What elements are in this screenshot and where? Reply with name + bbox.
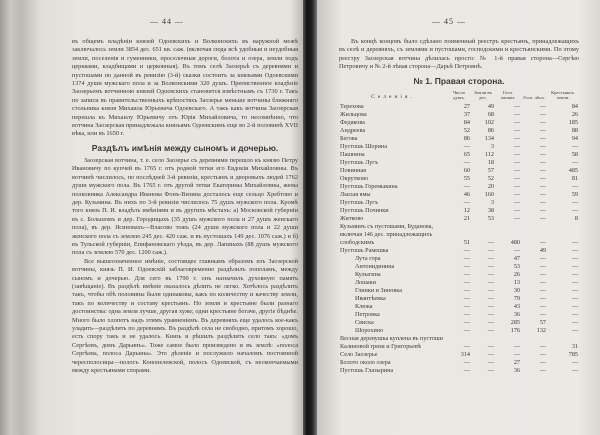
table-title: № 1. Правая сторона. (413, 75, 505, 86)
table-cell: — (571, 271, 578, 279)
book-spine (303, 0, 317, 435)
column-header: Число душъ. (452, 89, 466, 100)
table-row (339, 287, 579, 295)
table-cell: — (539, 119, 546, 127)
settlement-name: Андреева (340, 127, 366, 135)
table-cell: — (539, 311, 546, 319)
column-header: Госп. лѣса. (523, 94, 545, 100)
settlement-name: Свиска (355, 319, 374, 327)
table-cell: 88 (571, 127, 578, 135)
table-cell: — (539, 191, 546, 199)
table-cell: — (487, 255, 494, 263)
table-row (339, 167, 579, 175)
table-cell: 176 (510, 327, 520, 335)
table-cell: 49 (539, 247, 546, 255)
settlement-name: Лошаки (355, 279, 376, 287)
table-cell: — (463, 271, 470, 279)
table-cell: — (571, 199, 578, 207)
table-cell: 13 (513, 279, 520, 287)
settlement-name: Бегова (340, 135, 358, 143)
table-cell: — (487, 287, 494, 295)
table-cell: 86 (463, 135, 470, 143)
settlement-name: Пустошь Лугъ (340, 199, 379, 207)
table-row (339, 279, 579, 287)
table-cell: — (539, 159, 546, 167)
table-row (339, 319, 579, 327)
table-cell: — (571, 327, 578, 335)
table-cell: — (571, 319, 578, 327)
table-row (339, 199, 579, 207)
column-header: Селенія. (371, 93, 415, 100)
table-cell: 53 (513, 263, 520, 271)
table-cell: 68 (487, 111, 494, 119)
table-cell: — (487, 303, 494, 311)
table-cell: — (539, 183, 546, 191)
column-header: Земли въ дес. (474, 89, 492, 100)
table-cell: — (571, 263, 578, 271)
table-cell: — (513, 167, 520, 175)
table-row (339, 351, 579, 359)
table-cell: — (463, 343, 470, 351)
table-cell: — (513, 183, 520, 191)
table-cell: 12 (463, 207, 470, 215)
table-cell: — (539, 303, 546, 311)
settlement-name: Антонидинина (355, 263, 395, 271)
table-cell: — (513, 159, 520, 167)
table-cell: 53 (487, 215, 494, 223)
settlement-name: Глинки и Зиновка (355, 287, 402, 295)
table-row (339, 207, 579, 215)
table-cell: — (487, 359, 494, 367)
table-row (339, 263, 579, 271)
settlement-name: Пустошь Глазырина (340, 367, 394, 375)
table-cell: — (539, 351, 546, 359)
table-row (339, 191, 579, 199)
table-cell: — (463, 311, 470, 319)
table-cell: — (463, 199, 470, 207)
table-cell: 86 (487, 127, 494, 135)
table-cell: — (487, 271, 494, 279)
table-cell: 58 (571, 151, 578, 159)
table-row (339, 311, 579, 319)
table-cell: 20 (487, 183, 494, 191)
table-cell: 79 (513, 295, 520, 303)
table-cell: 49 (487, 103, 494, 111)
table-row (339, 175, 579, 183)
settlement-name: Кулыгина (355, 271, 381, 279)
right-page (317, 0, 600, 435)
table-cell: — (539, 287, 546, 295)
table-cell: 94 (571, 135, 578, 143)
table-cell: — (539, 343, 546, 351)
table-cell: 112 (484, 151, 494, 159)
paragraph-1: въ общемъ владѣніи князей Одоевскихъ и Волконскихъ въ наружной межѣ заключалось земли 3854 дес. 651 кв. саж. (включая сюда всѣ удобныя и неудобныя земли, поселенія и гуменники, проселочныя дороги, болота и озера, земли подъ церквами, кладбищами и церковныя). Въ томъ селѣ Заозерьѣ съ деревнями и пустошами по данной въ ревизію (3-й) сказки состоитъ за князьями Одоевскими 1374 души мужскаго пола и за Волконскими 320 душъ. Преемственное владѣніе Заозерьемъ вотчинною князей Одоевскихъ становится извѣстнымъ съ 1730 г. Такъ по записи въ правительственныхъ крѣпостяхъ Заозерье меньше вотчины ближняго стольника князя Михаила Юрьевича Одоевскаго. А такъ какъ вотчина Заозерская перешла къ Михаилу Юрьевичу отъ Юрія Михайловича, то несомнѣнно, что вотчина Заозерская принадлежала князьямъ Одоевскимъ еще во 2-й половинѣ XVII вѣка, или въ 1650 г. (72, 38, 298, 138)
table-cell: — (463, 359, 470, 367)
table-cell: 59 (571, 191, 578, 199)
table-cell: 60 (463, 167, 470, 175)
section-heading: Раздѣлъ имѣнія между сыномъ и дочерью. (91, 142, 279, 153)
table-cell: — (487, 239, 494, 247)
table-row (339, 119, 579, 127)
settlement-name: Клюка (355, 303, 373, 311)
table-cell: — (463, 255, 470, 263)
table-cell: — (513, 111, 520, 119)
intro: Въ концѣ концовъ было сдѣлано поименный реестръ крестьянъ, принадлежащихъ въ селѣ и деревняхъ, съ землями и пустошами, господскими и крестьянскими. По этому реестру Заозерская вотчина дѣлилась просто: № 1-й правая сторона—Сергѣю Петровичу и № 2-й лѣвая сторона—Дарьѣ Петровнѣ. (339, 38, 579, 71)
table-cell: — (487, 263, 494, 271)
table-cell: 30 (513, 287, 520, 295)
table-cell: 37 (463, 111, 470, 119)
table-cell: — (539, 127, 546, 135)
column-header: Госп. пашни. (500, 89, 516, 100)
table-cell: 46 (463, 191, 470, 199)
table-cell: 18 (487, 159, 494, 167)
settlement-name: Пустошь Лугъ (340, 159, 379, 167)
table-cell: — (539, 175, 546, 183)
settlement-name: Пустошь Починки (340, 207, 389, 215)
column-header: Крестьянск. земли. (551, 89, 575, 100)
table-cell: 26 (513, 271, 520, 279)
table-row (339, 183, 579, 191)
table-cell: 47 (513, 255, 520, 263)
table-row (339, 271, 579, 279)
table-cell: 84 (463, 119, 470, 127)
settlement-name: Пустошь Горемыкина (340, 183, 398, 191)
table-cell: — (571, 159, 578, 167)
table-cell: — (571, 183, 578, 191)
settlement-name: Повинная (340, 167, 367, 175)
table-cell: — (571, 207, 578, 215)
table-cell: — (539, 239, 546, 247)
table-row (339, 327, 579, 335)
table-cell: — (539, 207, 546, 215)
settlement-name: Весная деревушка куплена въ пустоши Калиновой грязи и Григорьевѣ (340, 335, 443, 351)
table-cell: 31 (571, 343, 578, 351)
table-cell: — (513, 215, 520, 223)
table-cell: — (571, 279, 578, 287)
table-cell: 55 (463, 175, 470, 183)
settlement-name: Пустошь Рамешка (340, 247, 389, 255)
table-row (339, 111, 579, 119)
table-cell: 314 (460, 351, 470, 359)
table-cell: — (539, 263, 546, 271)
table-cell: — (539, 215, 546, 223)
table-row (339, 143, 579, 151)
table-cell: 3 (490, 143, 494, 151)
table-cell: — (513, 199, 520, 207)
table-cell: — (487, 311, 494, 319)
table-cell: 785 (568, 351, 578, 359)
paragraph-3: Все вышеозначенное имѣніе, состоящее главнымъ образомъ изъ Заозерской вотчины, князь П. И. Одоевскій заблаговременно раздѣлилъ пополамъ, между сыномъ и дочерью. Для сего въ 1790 г. онъ назначилъ духовную память (завѣщаніе). Въ раздѣлѣ имѣніе оказалось дѣлить не легко. Хотѣлось раздѣлить такъ, чтобы обѣ половины были одинаковы, какъ по количеству и качеству земли, такъ по количеству и составу крестьянъ. Но земля и крестьяне были разнаго достоинства: одна земля лучше, другая хуже; одни крестьяне богаче, другіе бѣднѣе. Много было хлопотъ надъ этимъ уравненіемъ. Въ деревняхъ еще удалось кое-какъ уладить—раздѣлить по деревнямъ. Въ раздѣлѣ села не свободно, притомъ хорошо, есть спору такъ и не удалось. Князь и рѣшилъ раздѣлить село такъ: «домъ Сергѣевъ, домъ Дарьинъ». Тоже самое было произведено и въ землѣ: «полоса Сергѣева, полоса Дарьина». Это дѣленіе и послужило началомъ постоянной чересполосицы—полосъ Конопелевской, полосъ Одоевской, съ нескончаемыми между крестьянами спорами. (72, 257, 298, 375)
register-table (339, 90, 579, 375)
table-cell: 8 (574, 215, 578, 223)
table-cell: — (539, 135, 546, 143)
table-cell: — (487, 279, 494, 287)
table-cell: — (539, 167, 546, 175)
settlement-name: Кузьминъ съ пустошами, Буданова, включая 146 дес. принадлежащихъ слободскимъ (340, 223, 434, 247)
table-cell: 36 (513, 311, 520, 319)
table-cell: — (539, 151, 546, 159)
table-cell: — (463, 263, 470, 271)
settlement-name: Лута гора (355, 255, 381, 263)
table-cell: — (571, 247, 578, 255)
table-cell: — (513, 351, 520, 359)
paragraph-2: Заозерская вотчина, т. е. село Заозерье съ деревнями перешло къ князю Петру Ивановичу по купчей въ 1765 г. отъ родной тетки его Евдокіи Михайловны. Въ вотчинѣ числилось, по послѣдней 3-й ревизіи, крестьянъ и дворовыхъ людей 1762 души мужского пола. Въ 1765 г. отъ другой тетки Екатерины Михайловны, жены полковника Александра Иванова Фонъ-Визина досталось еще сельцо Хребтово и дер. Кузьмина. Въ нихъ по 3-й ревизіи числилось 75 душъ мужского пола. Кромѣ того князь П. И. владѣлъ имѣніями и въ другихъ мѣстахъ: а) Московской губерніи въ с. Большомъ и дер. Городищахъ (35 душъ мужского пола и 27 душъ женскаго пола), въ дер. Ясиновахъ—Власово тожъ (24 души мужского пола и 22 души женского пола съ землею 245 дес. 420 саж. и въ пустошахъ 149 дес. 1076 саж.) и б) въ Тульской губерніи, Епифановскаго уѣзда, въ дер. Лапинахъ (88 душъ мужского пола съ землею 570 дес. 1200 саж.). (72, 156, 298, 257)
table-cell: — (539, 367, 546, 375)
table-cell: — (487, 319, 494, 327)
table-cell: — (513, 143, 520, 151)
table-cell: — (571, 239, 578, 247)
table-cell: 43 (513, 303, 520, 311)
table-cell: — (539, 271, 546, 279)
table-cell: — (513, 343, 520, 351)
table-cell: — (571, 303, 578, 311)
settlement-name: Лысыя ямы (340, 191, 371, 199)
table-cell: — (539, 295, 546, 303)
table-cell: — (513, 151, 520, 159)
table-cell: — (571, 359, 578, 367)
table-cell: — (571, 287, 578, 295)
table-cell: 36 (513, 367, 520, 375)
table-cell: 480 (510, 239, 520, 247)
table-cell: — (539, 143, 546, 151)
settlement-name: Федякова (340, 119, 365, 127)
page-number: — 45 — (432, 17, 466, 26)
settlement-name: Пашнина (340, 151, 365, 159)
settlement-name: Окрутково (340, 175, 369, 183)
settlement-name: Жильцова (340, 111, 367, 119)
table-header-row (339, 90, 579, 103)
table-cell: 52 (487, 175, 494, 183)
table-row (339, 159, 579, 167)
settlement-name: Ивантѣевка (355, 295, 386, 303)
table-cell: 57 (539, 319, 546, 327)
table-row (339, 215, 579, 223)
table-row (339, 359, 579, 367)
table-cell: — (463, 183, 470, 191)
table-cell: — (513, 119, 520, 127)
table-cell: — (463, 295, 470, 303)
table-cell: — (513, 207, 520, 215)
table-cell: — (571, 143, 578, 151)
table-cell: — (513, 127, 520, 135)
table-cell: — (513, 135, 520, 143)
table-cell: — (539, 255, 546, 263)
table-cell: 27 (513, 359, 520, 367)
table-cell: — (463, 247, 470, 255)
table-cell: 26 (571, 111, 578, 119)
table-cell: 185 (568, 119, 578, 127)
settlement-name: Шорохино (355, 327, 384, 335)
table-row (339, 135, 579, 143)
table-cell: — (571, 367, 578, 375)
settlement-name: Село Заозерье (340, 351, 378, 359)
table-cell: 38 (487, 207, 494, 215)
table-cell: — (463, 367, 470, 375)
settlement-name: Терехова (340, 103, 364, 111)
table-row (339, 255, 579, 263)
table-row (339, 335, 579, 351)
table-cell: — (539, 279, 546, 287)
table-cell: — (539, 359, 546, 367)
table-cell: 160 (484, 191, 494, 199)
table-row (339, 223, 579, 247)
table-cell: — (571, 295, 578, 303)
table-row (339, 295, 579, 303)
table-cell: 102 (484, 119, 494, 127)
table-cell: — (463, 303, 470, 311)
table-cell: 65 (463, 151, 470, 159)
table-cell: 485 (568, 167, 578, 175)
table-cell: — (463, 279, 470, 287)
table-cell: 3 (490, 199, 494, 207)
table-row (339, 151, 579, 159)
table-cell: — (539, 199, 546, 207)
table-cell: — (487, 343, 494, 351)
table-cell: — (487, 295, 494, 303)
settlement-name: Петровка (355, 311, 380, 319)
table-cell: 134 (484, 135, 494, 143)
table-cell: 21 (463, 215, 470, 223)
table-row (339, 247, 579, 255)
table-cell: 84 (571, 103, 578, 111)
settlement-name: Житково (340, 215, 364, 223)
table-cell: — (539, 111, 546, 119)
table-cell: — (513, 175, 520, 183)
table-cell: — (463, 143, 470, 151)
table-cell: 52 (463, 127, 470, 135)
table-cell: — (487, 327, 494, 335)
table-cell: — (463, 287, 470, 295)
table-cell: 285 (510, 319, 520, 327)
table-row (339, 367, 579, 375)
table-cell: — (463, 327, 470, 335)
table-cell: — (487, 351, 494, 359)
table-cell: 27 (463, 103, 470, 111)
table-cell: — (513, 247, 520, 255)
table-cell: — (463, 319, 470, 327)
table-cell: — (487, 367, 494, 375)
table-cell: — (571, 255, 578, 263)
settlement-name: Пустошь Шорина (340, 143, 387, 151)
table-cell: — (571, 311, 578, 319)
text-column (339, 38, 579, 375)
table-cell: — (463, 159, 470, 167)
table-cell: — (513, 103, 520, 111)
table-cell: 132 (536, 327, 546, 335)
table-cell: — (539, 103, 546, 111)
table-cell: — (487, 247, 494, 255)
table-cell: 81 (571, 175, 578, 183)
page-number: — 44 — (150, 17, 184, 26)
table-cell: 57 (487, 167, 494, 175)
text-column (72, 38, 298, 375)
table-row (339, 103, 579, 111)
table-row (339, 127, 579, 135)
table-cell: — (513, 191, 520, 199)
table-cell: 51 (463, 239, 470, 247)
settlement-name: Болото около озера (340, 359, 391, 367)
table-row (339, 303, 579, 311)
